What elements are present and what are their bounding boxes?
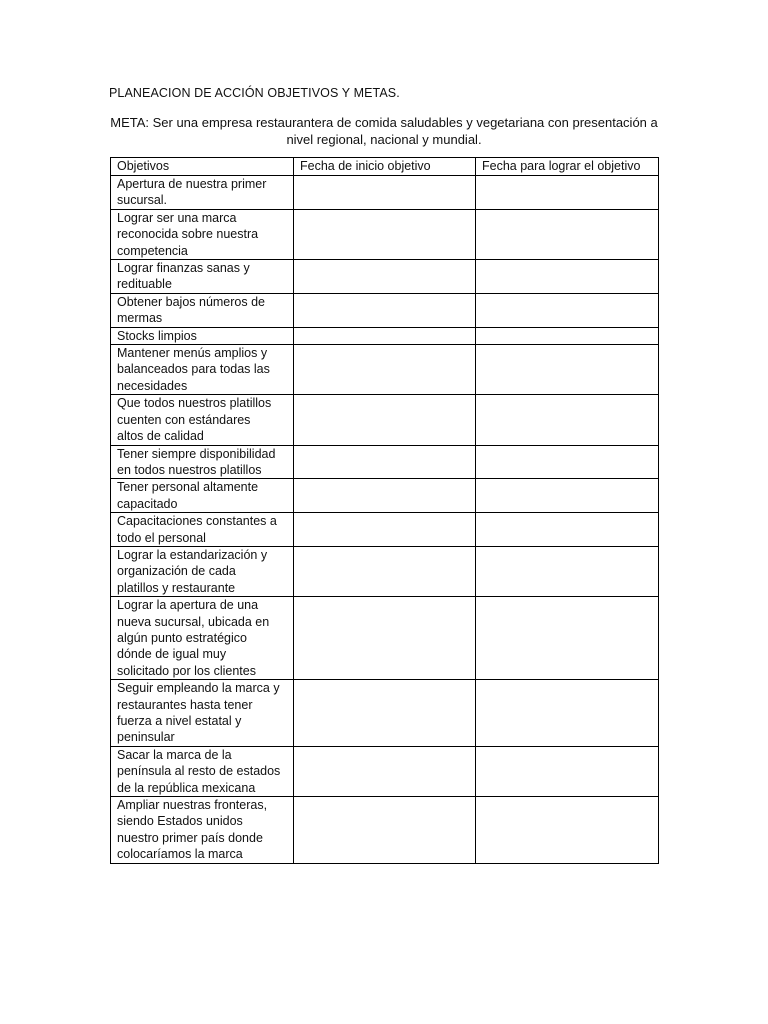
objective-text-line: colocaríamos la marca (117, 847, 243, 862)
target-date-cell (476, 513, 659, 547)
objective-text-line: mermas (117, 311, 163, 326)
objective-text-line: Tener siempre disponibilidad (117, 446, 276, 461)
objective-text-line: necesidades (117, 378, 188, 393)
target-date-cell (476, 546, 659, 596)
meta-line: nivel regional, nacional y mundial. (286, 132, 482, 147)
start-date-cell (294, 395, 476, 445)
objective-cell (111, 680, 294, 747)
objective-text-line: dónde de igual muy (117, 647, 227, 662)
objective-cell (111, 395, 294, 445)
start-date-cell (294, 746, 476, 796)
objective-text-line: Lograr la apertura de una (117, 598, 259, 613)
objective-text-line: sucursal. (117, 193, 168, 208)
objective-text-line: Sacar la marca de la (117, 747, 232, 762)
objective-cell (111, 546, 294, 596)
target-date-cell (476, 680, 659, 747)
target-date-cell (476, 260, 659, 294)
objective-cell (111, 746, 294, 796)
table-header-row (111, 158, 659, 176)
start-date-cell (294, 445, 476, 479)
objective-text-line: Capacitaciones constantes a (117, 514, 277, 529)
table-row (111, 395, 659, 445)
objective-text-line: Que todos nuestros platillos (117, 396, 272, 411)
objective-text-line: siendo Estados unidos (117, 814, 243, 829)
start-date-cell (294, 260, 476, 294)
objective-text-line: platillos y restaurante (117, 580, 236, 595)
header-fecha-lograr: Fecha para lograr el objetivo (476, 158, 659, 176)
start-date-cell (294, 327, 476, 344)
objectives-table (110, 157, 659, 864)
objective-text-line: organización de cada (117, 564, 236, 579)
objective-cell (111, 209, 294, 259)
objective-text-line: Tener personal altamente (117, 480, 259, 495)
objective-text-line: capacitado (117, 496, 178, 511)
table-row (111, 746, 659, 796)
objective-cell (111, 479, 294, 513)
objective-text-line: peninsular (117, 730, 175, 745)
table-row (111, 327, 659, 344)
start-date-cell (294, 176, 476, 210)
target-date-cell (476, 445, 659, 479)
objective-text-line: algún punto estratégico (117, 630, 247, 645)
objective-cell (111, 445, 294, 479)
target-date-cell (476, 293, 659, 327)
objective-cell (111, 797, 294, 864)
objective-text-line: península al resto de estados (117, 764, 281, 779)
start-date-cell (294, 479, 476, 513)
start-date-cell (294, 513, 476, 547)
objective-text-line: Lograr la estandarización y (117, 547, 268, 562)
objective-text-line: Obtener bajos números de (117, 294, 266, 309)
objective-text-line: de la república mexicana (117, 780, 256, 795)
table-row (111, 479, 659, 513)
objective-text-line: Lograr ser una marca (117, 210, 237, 225)
objective-text-line: Stocks limpios (117, 328, 197, 343)
objective-text-line: todo el personal (117, 530, 206, 545)
objective-text-line: en todos nuestros platillos (117, 462, 262, 477)
objective-cell (111, 345, 294, 395)
start-date-cell (294, 345, 476, 395)
objective-text-line: Seguir empleando la marca y (117, 681, 280, 696)
target-date-cell (476, 597, 659, 680)
table-row (111, 293, 659, 327)
start-date-cell (294, 680, 476, 747)
table-body (111, 176, 659, 864)
table-row (111, 797, 659, 864)
table-row (111, 513, 659, 547)
objective-text-line: reconocida sobre nuestra (117, 227, 259, 242)
objective-text-line: Lograr finanzas sanas y (117, 261, 250, 276)
objective-text-line: balanceados para todas las (117, 362, 270, 377)
objective-text-line: Ampliar nuestras fronteras, (117, 798, 268, 813)
document-title: PLANEACION DE ACCIÓN OBJETIVOS Y METAS. (109, 86, 400, 100)
table-row (111, 209, 659, 259)
objective-cell (111, 176, 294, 210)
objective-text-line: solicitado por los clientes (117, 663, 256, 678)
target-date-cell (476, 797, 659, 864)
start-date-cell (294, 797, 476, 864)
meta-line: META: Ser una empresa restaurantera de comida saludables y vegetariana con presentación a (110, 115, 658, 130)
objective-cell (111, 293, 294, 327)
target-date-cell (476, 327, 659, 344)
target-date-cell (476, 345, 659, 395)
objective-text-line: nuestro primer país donde (117, 830, 263, 845)
objective-text-line: redituable (117, 277, 172, 292)
target-date-cell (476, 746, 659, 796)
objective-text-line: altos de calidad (117, 429, 204, 444)
objective-text-line: competencia (117, 243, 188, 258)
objective-text-line: nueva sucursal, ubicada en (117, 614, 270, 629)
header-fecha-inicio: Fecha de inicio objetivo (294, 158, 476, 176)
table-row (111, 597, 659, 680)
table-row (111, 445, 659, 479)
target-date-cell (476, 209, 659, 259)
table-row (111, 176, 659, 210)
start-date-cell (294, 209, 476, 259)
table-row (111, 680, 659, 747)
objective-text-line: fuerza a nivel estatal y (117, 714, 242, 728)
header-objetivos: Objetivos (111, 158, 294, 176)
objective-text-line: restaurantes hasta tener (117, 697, 253, 712)
table-row (111, 260, 659, 294)
objective-cell (111, 597, 294, 680)
start-date-cell (294, 293, 476, 327)
objective-cell (111, 327, 294, 344)
target-date-cell (476, 395, 659, 445)
table-row (111, 546, 659, 596)
objective-text-line: Mantener menús amplios y (117, 346, 268, 361)
meta-statement (108, 114, 660, 148)
target-date-cell (476, 479, 659, 513)
objective-text-line: Apertura de nuestra primer (117, 177, 267, 191)
table-row (111, 345, 659, 395)
objective-text-line: cuenten con estándares (117, 412, 251, 427)
start-date-cell (294, 597, 476, 680)
objective-cell (111, 513, 294, 547)
start-date-cell (294, 546, 476, 596)
objective-cell (111, 260, 294, 294)
target-date-cell (476, 176, 659, 210)
